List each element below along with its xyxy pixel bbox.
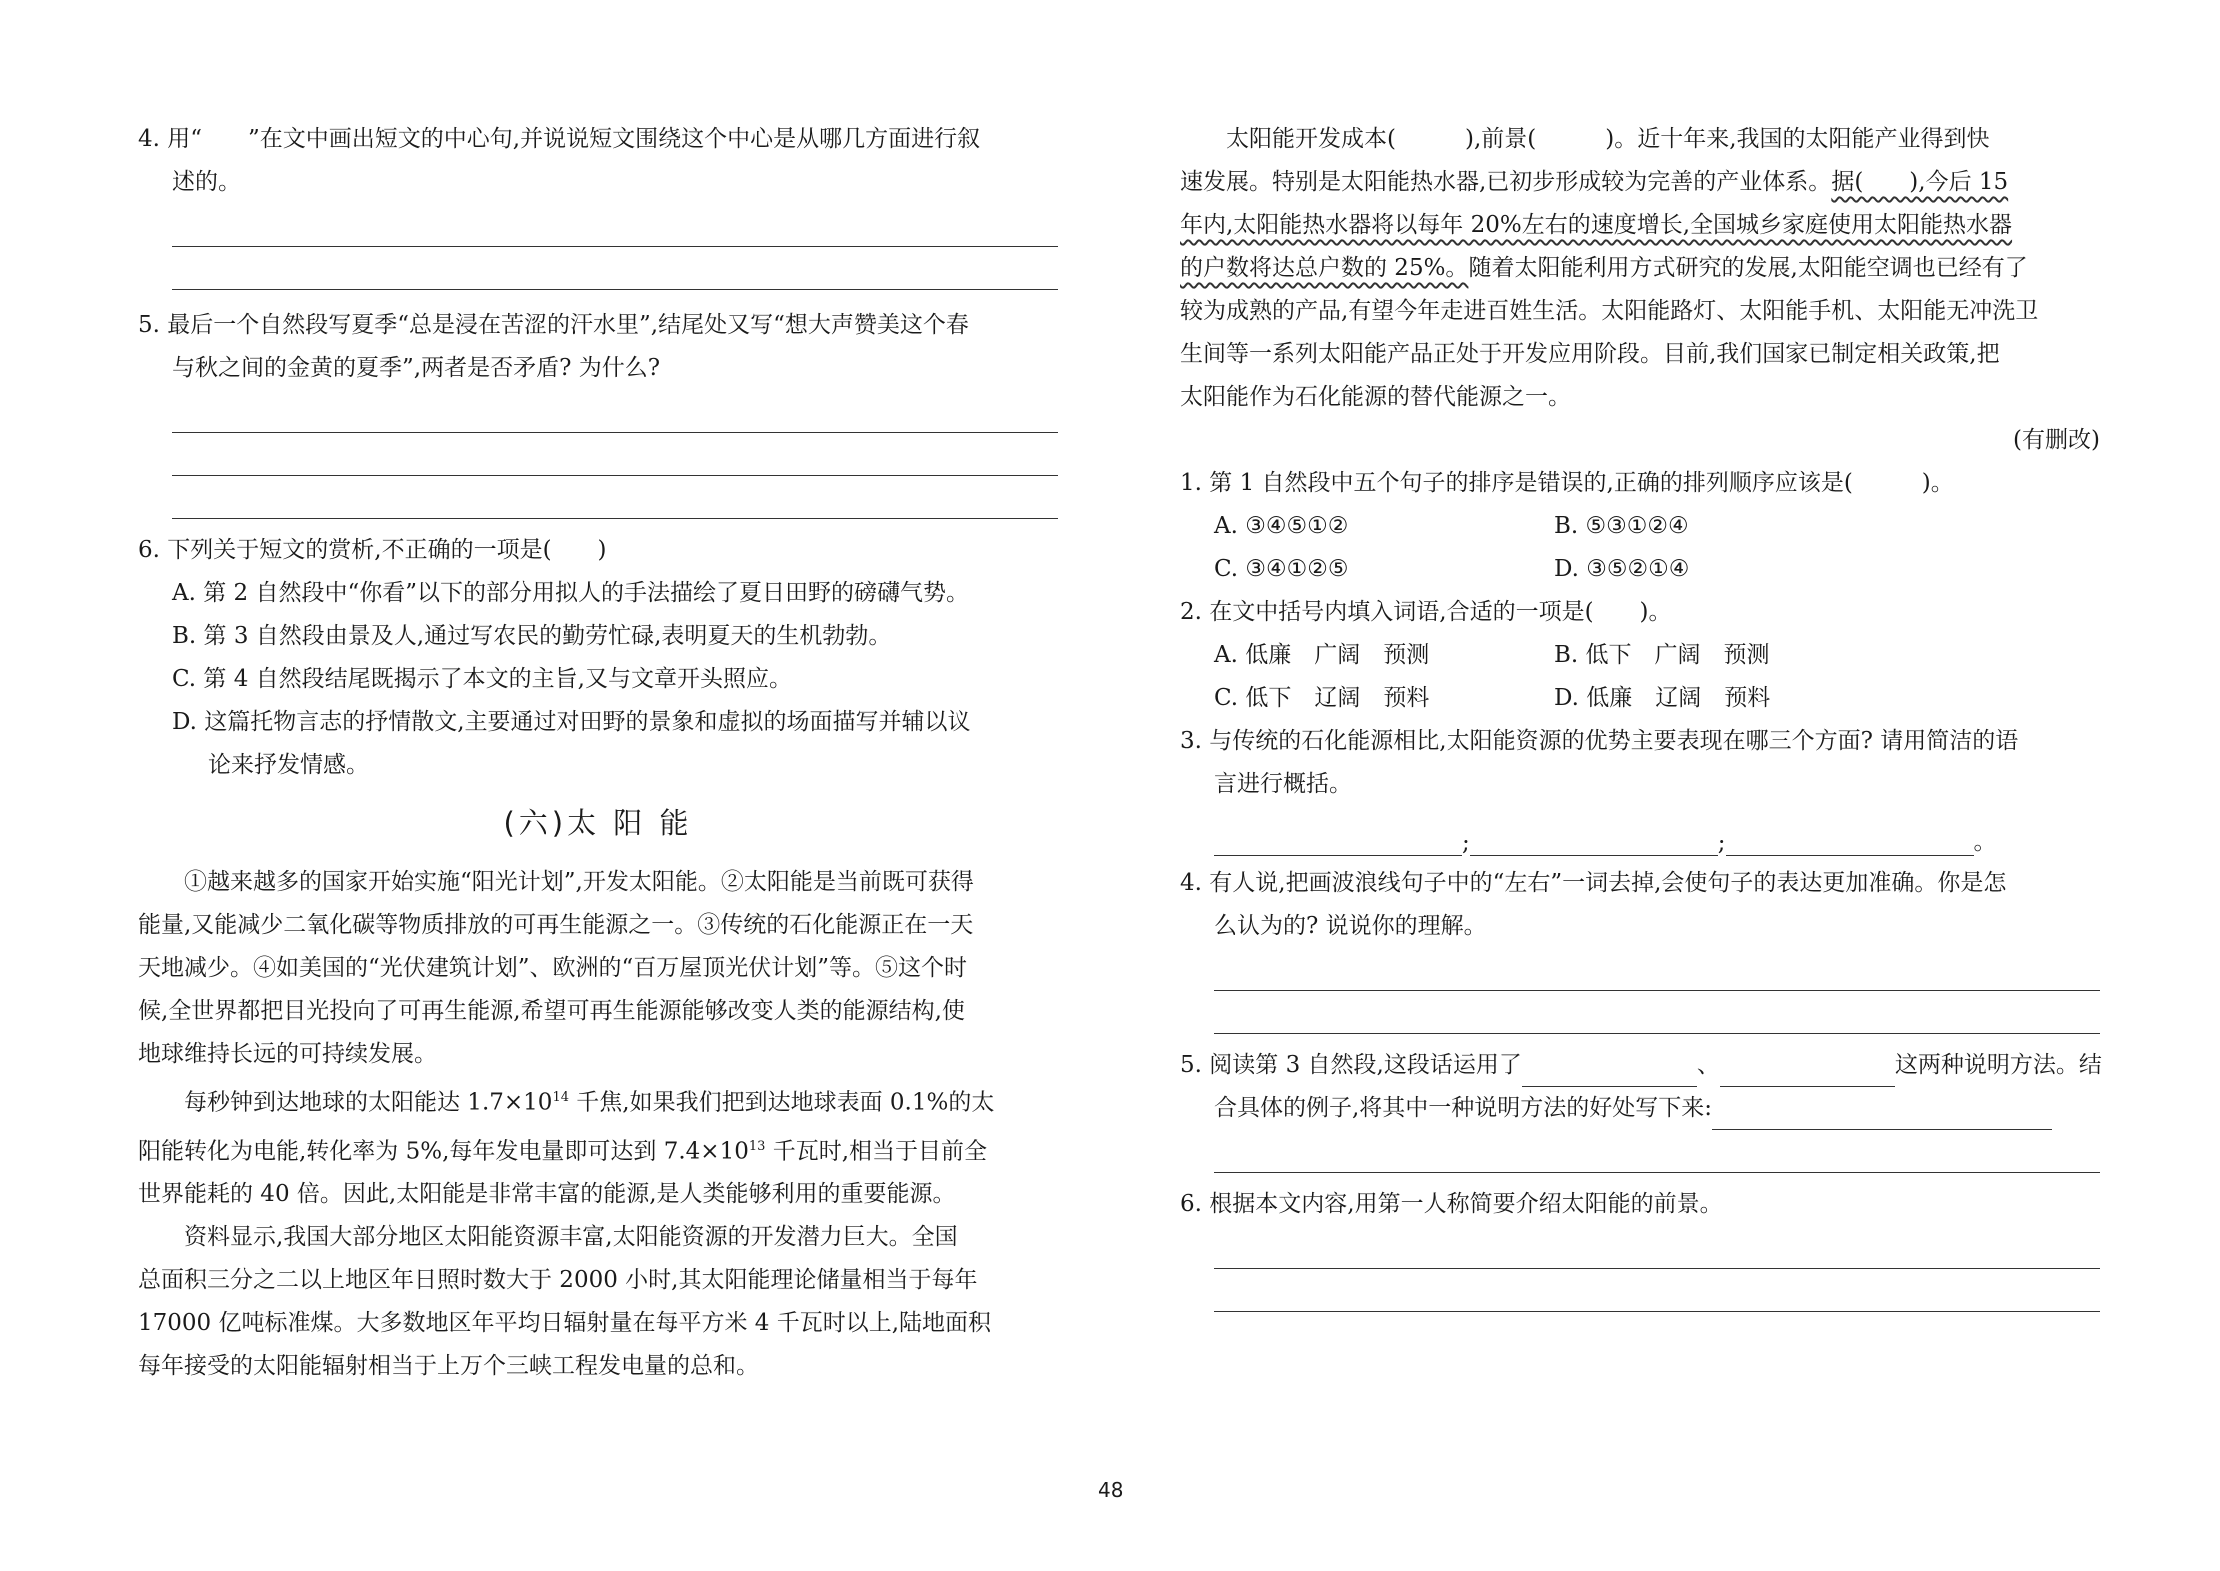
text-span: 5. 阅读第 3 自然段,这段话运用了	[1180, 1052, 1522, 1078]
answer-line[interactable]	[1214, 1226, 2100, 1269]
passage-title: (六)太 阳 能	[503, 806, 693, 840]
separator: 。	[1973, 829, 1997, 855]
answer-line[interactable]	[172, 247, 1058, 290]
passage-paragraph-1: ①越来越多的国家开始实施“阳光计划”,开发太阳能。②太阳能是当前既可获得	[184, 869, 974, 895]
option-c[interactable]: C. ③④①②⑤	[1214, 556, 1349, 582]
text-span: 合具体的例子,将其中一种说明方法的好处写下来:	[1214, 1095, 1713, 1121]
page-number: 48	[1098, 1478, 1124, 1502]
option-d[interactable]: D. 这篇托物言志的抒情散文,主要通过对田野的景象和虚拟的场面描写并辅以议	[172, 709, 971, 735]
passage-line: 候,全世界都把目光投向了可再生能源,希望可再生能源能够改变人类的能源结构,使	[138, 998, 965, 1024]
right-column	[1180, 118, 2100, 1312]
question-4: 4. 用“ ”在文中画出短文的中心句,并说说短文围绕这个中心是从哪几方面进行叙	[138, 126, 981, 152]
option-b[interactable]: B. 低下 广阔 预测	[1554, 642, 1770, 668]
answer-line[interactable]	[172, 390, 1058, 433]
question-2: 2. 在文中括号内填入词语,合适的一项是( )。	[1180, 599, 1672, 625]
source-note: (有删改)	[2013, 427, 2100, 453]
passage-line	[1180, 247, 2100, 290]
passage-line: 太阳能作为石化能源的替代能源之一。	[1180, 384, 1571, 410]
answer-blank[interactable]	[1470, 823, 1718, 856]
wavy-underlined-text: 年内,太阳能热水器将以每年 20%左右的速度增长,全国城乡家庭使用太阳能热水器	[1180, 212, 2013, 238]
wavy-underlined-text: 的户数将达总户数的 25%。	[1180, 255, 1469, 281]
question-4-cont: 么认为的? 说说你的理解。	[1214, 913, 1487, 939]
passage-line: 地球维持长远的可持续发展。	[138, 1041, 437, 1067]
question-5-cont	[1180, 1087, 2100, 1130]
option-c[interactable]: C. 低下 辽阔 预料	[1214, 685, 1430, 711]
question-6: 6. 下列关于短文的赏析,不正确的一项是( )	[138, 537, 607, 563]
option-d[interactable]: D. 低廉 辽阔 预料	[1554, 685, 1771, 711]
exponent: 13	[748, 1138, 766, 1154]
option-c[interactable]: C. 第 4 自然段结尾既揭示了本文的主旨,又与文章开头照应。	[172, 666, 792, 692]
question-3: 3. 与传统的石化能源相比,太阳能资源的优势主要表现在哪三个方面? 请用简洁的语	[1180, 728, 2019, 754]
passage-line: 每年接受的太阳能辐射相当于上万个三峡工程发电量的总和。	[138, 1353, 759, 1380]
answer-line[interactable]	[1214, 1130, 2100, 1173]
passage-line: 天地减少。④如美国的“光伏建筑计划”、欧洲的“百万屋顶光伏计划”等。⑤这个时	[138, 955, 968, 981]
text-span: 这两种说明方法。结	[1894, 1052, 2102, 1078]
answer-blank[interactable]	[1712, 1099, 2052, 1130]
passage-paragraph-3: 资料显示,我国大部分地区太阳能资源丰富,太阳能资源的开发潜力巨大。全国	[184, 1224, 958, 1251]
passage-paragraph-4: 太阳能开发成本( ),前景( )。近十年来,我国的太阳能产业得到快	[1226, 126, 1990, 152]
option-a[interactable]: A. ③④⑤①②	[1214, 513, 1349, 539]
separator: ;	[1462, 830, 1470, 856]
passage-line	[1180, 161, 2100, 204]
passage-paragraph-2	[138, 1076, 1058, 1125]
text-span: 阳能转化为电能,转化率为 5%,每年发电量即可达到 7.4×10	[138, 1138, 749, 1165]
wavy-underlined-text: 据( ),今后 15	[1831, 169, 2009, 195]
question-4: 4. 有人说,把画波浪线句子中的“左右”一词去掉,会使句子的表达更加准确。你是怎	[1180, 870, 2007, 896]
answer-blank[interactable]	[1720, 1056, 1895, 1087]
options-row	[1180, 505, 2100, 548]
options-row	[1180, 634, 2100, 677]
passage-line: 生间等一系列太阳能产品正处于开发应用阶段。目前,我们国家已制定相关政策,把	[1180, 341, 2000, 367]
answer-line[interactable]	[172, 476, 1058, 519]
answer-blanks-row	[1180, 806, 2100, 856]
answer-line[interactable]	[1214, 1269, 2100, 1312]
exponent: 14	[552, 1090, 569, 1105]
options-row	[1180, 677, 2100, 720]
passage-line: 能量,又能减少二氧化碳等物质排放的可再生能源之一。③传统的石化能源正在一天	[138, 912, 974, 938]
question-6: 6. 根据本文内容,用第一人称简要介绍太阳能的前景。	[1180, 1191, 1723, 1217]
text-span: 每秒钟到达地球的太阳能达 1.7×10	[184, 1089, 553, 1116]
question-1: 1. 第 1 自然段中五个句子的排序是错误的,正确的排列顺序应该是( )。	[1180, 470, 1954, 496]
text-span: 千瓦时,相当于目前全	[765, 1138, 988, 1165]
answer-blank[interactable]	[1726, 823, 1974, 856]
option-d[interactable]: D. ③⑤②①④	[1554, 556, 1690, 582]
passage-line: 17000 亿吨标准煤。大多数地区年平均日辐射量在每平方米 4 千瓦时以上,陆地面积	[138, 1310, 992, 1337]
passage-line: 世界能耗的 40 倍。因此,太阳能是非常丰富的能源,是人类能够利用的重要能源。	[138, 1181, 956, 1208]
option-d-cont: 论来抒发情感。	[208, 752, 369, 778]
answer-line[interactable]	[172, 204, 1058, 247]
text-span: 千焦,如果我们把到达地球表面 0.1%的太	[568, 1089, 995, 1116]
text-span: 随着太阳能利用方式研究的发展,太阳能空调也已经有了	[1468, 255, 2028, 281]
answer-line[interactable]	[1214, 948, 2100, 991]
passage-line	[138, 1125, 1058, 1174]
left-column	[138, 118, 1058, 1388]
answer-blank[interactable]	[1522, 1056, 1697, 1087]
text-span: 、	[1696, 1052, 1720, 1078]
question-3-cont: 言进行概括。	[1214, 771, 1352, 797]
option-b[interactable]: B. 第 3 自然段由景及人,通过写农民的勤劳忙碌,表明夏天的生机勃勃。	[172, 623, 892, 649]
option-a[interactable]: A. 第 2 自然段中“你看”以下的部分用拟人的手法描绘了夏日田野的磅礴气势。	[172, 580, 970, 606]
passage-line: 较为成熟的产品,有望今年走进百姓生活。太阳能路灯、太阳能手机、太阳能无冲洗卫	[1180, 298, 2039, 324]
options-row	[1180, 548, 2100, 591]
answer-line[interactable]	[172, 433, 1058, 476]
passage-line	[1180, 204, 2100, 247]
question-5-cont: 与秋之间的金黄的夏季”,两者是否矛盾? 为什么?	[172, 355, 661, 381]
question-4-cont: 述的。	[172, 169, 241, 195]
text-span: 速发展。特别是太阳能热水器,已初步形成较为完善的产业体系。	[1180, 169, 1832, 195]
passage-line: 总面积三分之二以上地区年日照时数大于 2000 小时,其太阳能理论储量相当于每年	[138, 1267, 978, 1294]
option-a[interactable]: A. 低廉 广阔 预测	[1214, 642, 1430, 668]
answer-line[interactable]	[1214, 991, 2100, 1034]
question-5: 5. 最后一个自然段写夏季“总是浸在苦涩的汗水里”,结尾处又写“想大声赞美这个春	[138, 312, 969, 338]
option-b[interactable]: B. ⑤③①②④	[1554, 513, 1689, 539]
answer-blank[interactable]	[1214, 823, 1462, 856]
separator: ;	[1717, 830, 1726, 856]
question-5	[1180, 1044, 2100, 1087]
